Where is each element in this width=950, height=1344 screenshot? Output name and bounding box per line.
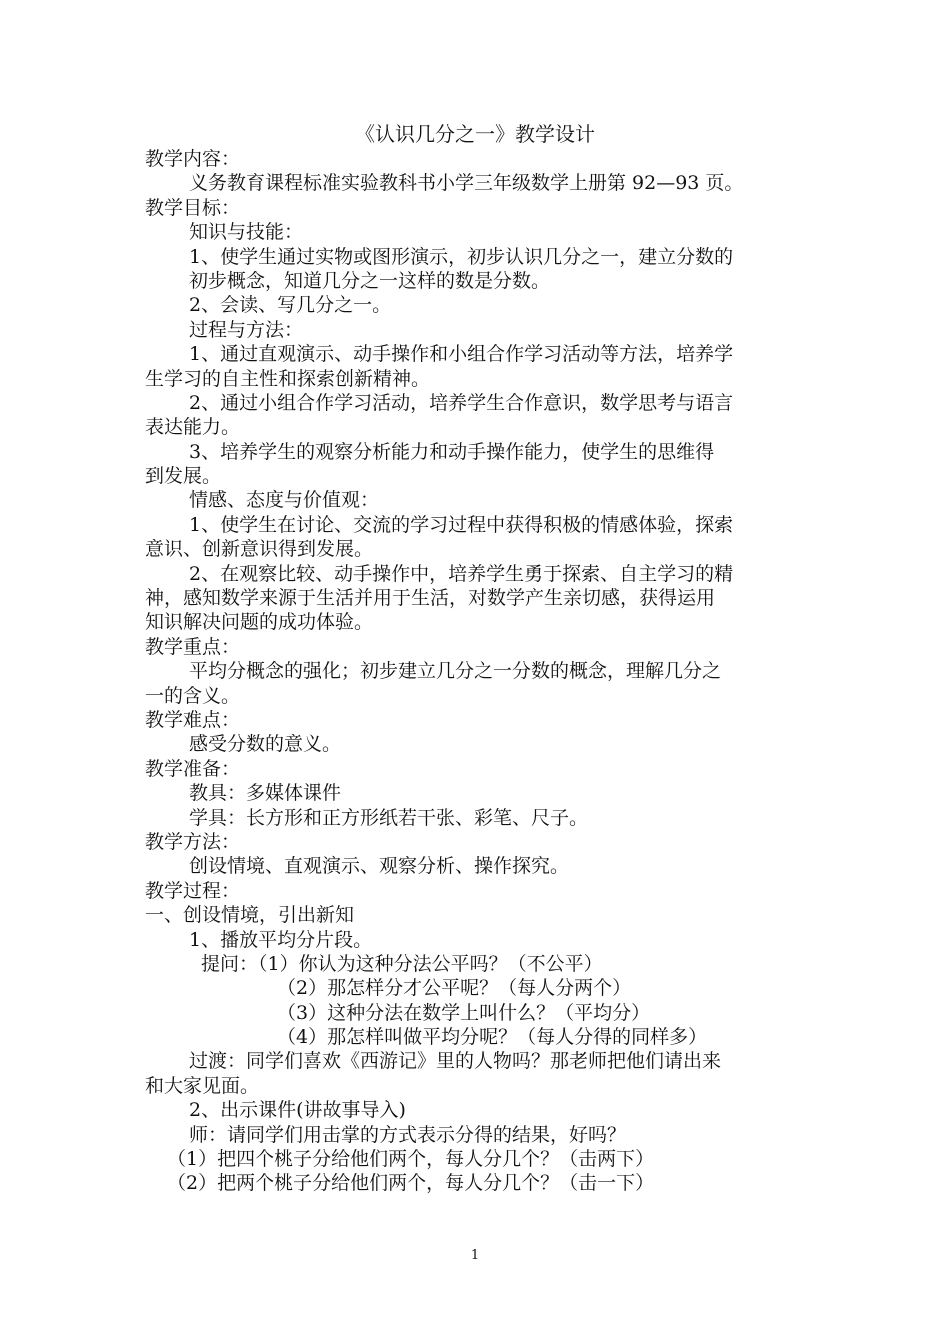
text-line: 义务教育课程标准实验教科书小学三年级数学上册第 92—93 页。 bbox=[189, 172, 744, 195]
text-line: 1、通过直观演示、动手操作和小组合作学习活动等方法，培养学 bbox=[189, 343, 734, 366]
text-line: 教学方法： bbox=[145, 830, 241, 853]
text-line: 2、通过小组合作学习活动，培养学生合作意识，数学思考与语言 bbox=[189, 391, 734, 414]
page-number: 1 bbox=[470, 1248, 480, 1263]
text-line: （3）这种分法在数学上叫什么？（平均分） bbox=[277, 1001, 651, 1024]
text-line: 生学习的自主性和探索创新精神。 bbox=[145, 367, 431, 390]
text-line: 情感、态度与价值观： bbox=[189, 489, 380, 512]
text-line: 意识、创新意识得到发展。 bbox=[145, 538, 374, 561]
text-line: 一的含义。 bbox=[145, 684, 241, 707]
text-line: 2、会读、写几分之一。 bbox=[189, 294, 392, 317]
text-line: （1）把四个桃子分给他们两个，每人分几个？（击两下） bbox=[167, 1148, 655, 1171]
text-line: 到发展。 bbox=[145, 465, 222, 488]
text-line: 表达能力。 bbox=[145, 416, 241, 439]
text-line: 1、使学生通过实物或图形演示，初步认识几分之一，建立分数的 bbox=[189, 245, 734, 268]
text-line: 一、创设情境，引出新知 bbox=[145, 904, 355, 927]
text-line: 创设情境、直观演示、观察分析、操作探究。 bbox=[189, 855, 570, 878]
text-line: 教具：多媒体课件 bbox=[189, 782, 342, 805]
document-title: 《认识几分之一》教学设计 bbox=[355, 122, 595, 146]
text-line: （2）把两个桃子分给他们两个，每人分几个？（击一下） bbox=[167, 1172, 655, 1195]
text-line: 教学准备： bbox=[145, 757, 241, 780]
text-line: 师：请同学们用击掌的方式表示分得的结果，好吗？ bbox=[189, 1123, 627, 1146]
text-line: 知识解决问题的成功体验。 bbox=[145, 611, 374, 634]
text-line: 知识与技能： bbox=[189, 221, 304, 244]
text-line: 教学难点： bbox=[145, 708, 241, 731]
text-line: 教学目标： bbox=[145, 196, 241, 219]
text-line: （2）那怎样分才公平呢？（每人分两个） bbox=[277, 977, 632, 1000]
text-line: 神，感知数学来源于生活并用于生活，对数学产生亲切感，获得运用 bbox=[145, 587, 716, 610]
text-line: 过渡：同学们喜欢《西游记》里的人物吗？那老师把他们请出来 bbox=[189, 1050, 722, 1073]
text-line: 提问：（1）你认为这种分法公平吗？（不公平） bbox=[201, 952, 603, 975]
text-line: 教学内容： bbox=[145, 148, 241, 170]
text-line: 初步概念，知道几分之一这样的数是分数。 bbox=[189, 269, 551, 292]
text-line: （4）那怎样叫做平均分呢？（每人分得的同样多） bbox=[277, 1026, 708, 1049]
text-line: 2、在观察比较、动手操作中，培养学生勇于探索、自主学习的精 bbox=[189, 562, 734, 585]
text-line: 1、使学生在讨论、交流的学习过程中获得积极的情感体验，探索 bbox=[189, 513, 734, 536]
text-line: 感受分数的意义。 bbox=[189, 733, 342, 756]
text-line: 1、播放平均分片段。 bbox=[189, 928, 373, 951]
text-line: 3、培养学生的观察分析能力和动手操作能力，使学生的思维得 bbox=[189, 440, 715, 463]
document-body bbox=[145, 147, 810, 1196]
text-line: 2、出示课件(讲故事导入) bbox=[189, 1099, 406, 1122]
text-line: 和大家见面。 bbox=[145, 1074, 260, 1097]
text-line: 教学过程： bbox=[145, 879, 241, 902]
text-line: 教学重点： bbox=[145, 635, 241, 658]
text-line: 过程与方法： bbox=[189, 318, 304, 341]
text-line: 学具：长方形和正方形纸若干张、彩笔、尺子。 bbox=[189, 806, 589, 829]
text-line: 平均分概念的强化；初步建立几分之一分数的概念，理解几分之 bbox=[189, 660, 722, 683]
